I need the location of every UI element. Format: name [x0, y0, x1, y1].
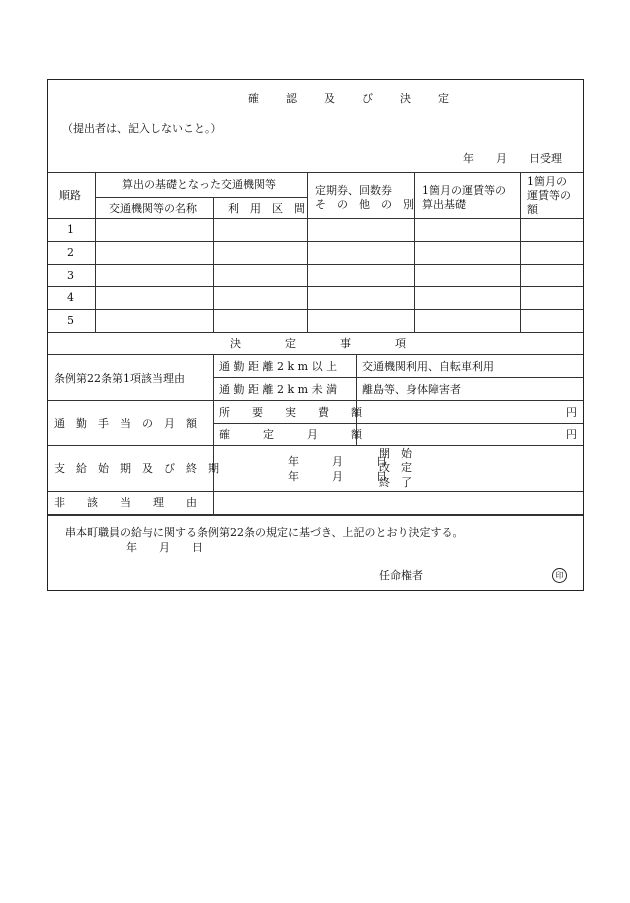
form-note: （提出者は、記入しないこと。）: [62, 122, 222, 135]
rule: [48, 514, 583, 516]
period-end: 終 了: [379, 476, 412, 489]
col-monthly-basis-line1: 1箇月の運賃等の: [422, 184, 506, 197]
distance-under-label: 通 勤 距 離 2 k m 未 満: [219, 383, 338, 396]
period-start: 開 始: [379, 447, 412, 460]
decision-statement: 串本町職員の給与に関する条例第22条の規定に基づき、上記のとおり決定する。: [65, 526, 464, 539]
col-order: 順路: [59, 189, 81, 202]
rule: [213, 197, 214, 332]
appointing-authority: 任命権者: [379, 569, 423, 582]
rule: [48, 491, 583, 492]
row-number: 2: [67, 246, 74, 259]
period-label: 支 給 始 期 及 び 終 期: [54, 462, 219, 475]
seal-icon: 印: [552, 568, 567, 583]
col-name: 交通機関等の名称: [109, 202, 197, 215]
rule: [48, 332, 583, 333]
col-monthly-basis-line2: 算出基礎: [422, 198, 466, 211]
non-applicable-label: 非 該 当 理 由: [54, 496, 197, 509]
rule: [414, 172, 415, 332]
period-end-date: 年 月 日: [288, 470, 387, 483]
row-number: 3: [67, 269, 74, 282]
decision-heading: 決 定 事 項: [230, 337, 406, 350]
rule: [520, 172, 521, 332]
distance-under-value: 離島等、身体障害者: [362, 383, 461, 396]
rule: [213, 377, 583, 378]
distance-over-value: 交通機関利用、自転車利用: [362, 360, 494, 373]
col-pass-line1: 定期券、回数券: [315, 184, 392, 197]
rule: [95, 172, 96, 332]
row-number: 1: [67, 223, 74, 236]
decision-date: 年 月 日: [126, 541, 203, 554]
actual-cost-yen: 円: [566, 406, 577, 419]
row-number: 4: [67, 291, 74, 304]
rule: [48, 354, 583, 355]
allowance-label: 通 勤 手 当 の 月 額: [54, 417, 197, 430]
col-monthly-amount-line2: 運賃等の: [527, 189, 571, 202]
rule: [48, 264, 583, 265]
distance-over-label: 通 勤 距 離 2 k m 以 上: [219, 360, 338, 373]
col-basis: 算出の基礎となった交通機関等: [122, 178, 276, 191]
col-pass-line2: そ の 他 の 別: [315, 198, 414, 211]
rule: [48, 241, 583, 242]
rule: [213, 354, 214, 514]
rule: [95, 197, 307, 198]
period-start-date: 年 月 日: [288, 455, 387, 468]
rule: [213, 423, 583, 424]
rule: [48, 400, 583, 401]
col-monthly-amount-line3: 額: [527, 203, 538, 216]
clause-label: 条例第22条第1項該当理由: [54, 372, 185, 385]
rule: [48, 172, 583, 173]
col-section: 利 用 区 間: [228, 202, 305, 215]
col-monthly-amount-line1: 1箇月の: [527, 175, 567, 188]
row-number: 5: [67, 314, 74, 327]
rule: [48, 309, 583, 310]
rule: [48, 286, 583, 287]
rule: [48, 445, 583, 446]
form-title: 確 認 及 び 決 定: [248, 92, 457, 105]
decision-form: [47, 79, 584, 591]
confirmed-yen: 円: [566, 428, 577, 441]
rule: [48, 218, 583, 219]
received-date: 年 月 日受理: [463, 152, 562, 165]
rule: [307, 172, 308, 332]
confirmed-label: 確 定 月 額: [219, 428, 362, 441]
actual-cost-label: 所 要 実 費 額: [219, 406, 362, 419]
period-change: 改 定: [379, 461, 412, 474]
